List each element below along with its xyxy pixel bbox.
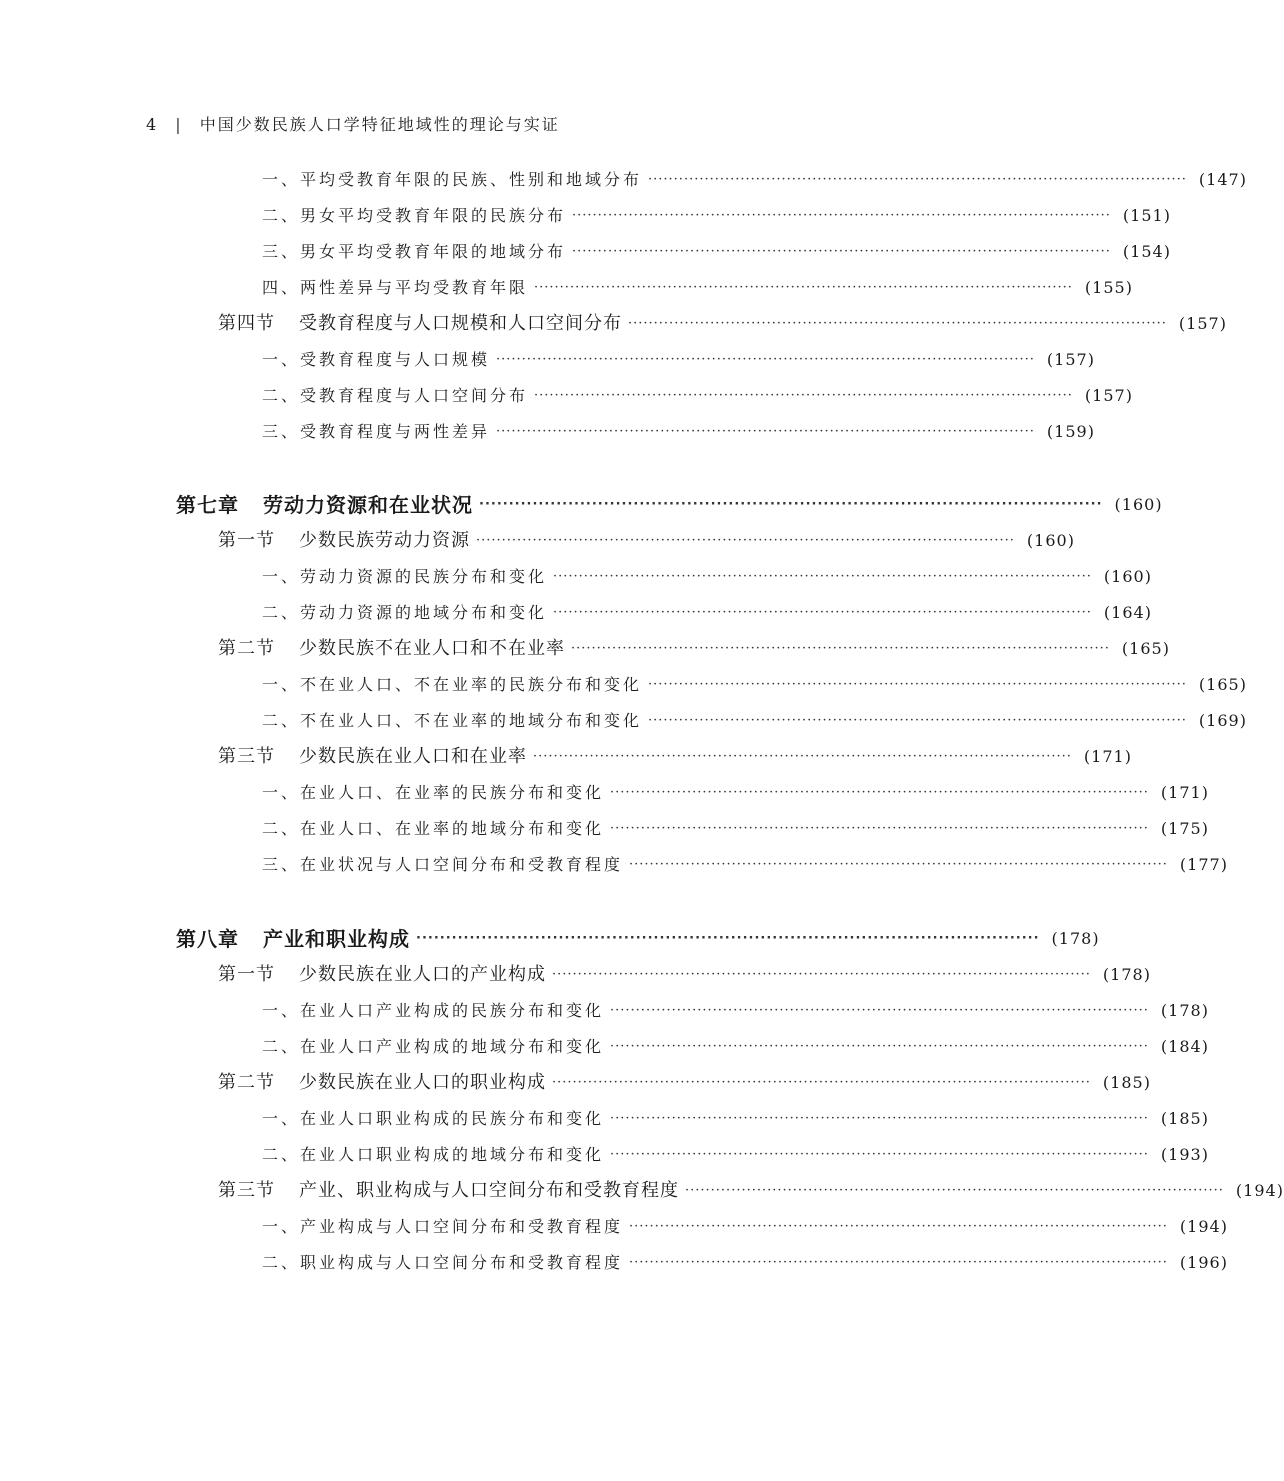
toc-page-number: (193) (1160, 1145, 1209, 1164)
toc-entry-label (262, 1248, 623, 1278)
toc-page-number: (157) (1084, 386, 1133, 405)
book-title: 中国少数民族人口学特征地域性的理论与实证 (199, 115, 560, 134)
dot-leader: ········································································································· (628, 316, 1167, 331)
toc-entry-label (262, 1032, 604, 1062)
toc-entry-number: 第一节 (218, 964, 275, 985)
toc-section (218, 526, 1075, 556)
toc-entry-label (262, 237, 566, 267)
toc-entry-title: 三、男女平均受教育年限的地域分布 (262, 242, 567, 261)
toc-entry-number: 第七章 (176, 493, 239, 517)
dot-leader: ········································································································· (610, 1039, 1149, 1054)
toc-page-number: (178) (1051, 929, 1100, 948)
dot-leader: ········································································································· (534, 280, 1073, 295)
toc-section (218, 1068, 1151, 1098)
toc-chapter (176, 924, 1100, 954)
toc-entry-label (176, 490, 473, 520)
toc-entry-title: 少数民族在业人口的产业构成 (299, 964, 546, 985)
toc-entry-label (262, 1140, 604, 1170)
dot-leader: ········································································································· (610, 1003, 1149, 1018)
toc-chapter (176, 490, 1163, 520)
toc-entry-title: 一、在业人口、在业率的民族分布和变化 (262, 783, 605, 802)
toc-entry-title: 少数民族劳动力资源 (299, 530, 470, 551)
toc-entry-label (262, 165, 642, 195)
toc-page-number: (157) (1178, 314, 1227, 333)
dot-leader: ········································································································· (533, 749, 1072, 764)
dot-leader: ········································································································· (629, 1219, 1168, 1234)
dot-leader: ········································································································· (553, 569, 1092, 584)
toc-entry-title: 二、劳动力资源的地域分布和变化 (262, 603, 548, 622)
dot-leader: ········································································································· (416, 931, 1040, 946)
toc-entry-title: 一、受教育程度与人口规模 (262, 350, 491, 369)
toc-entry-title: 二、受教育程度与人口空间分布 (262, 386, 529, 405)
toc-page-number: (169) (1198, 711, 1247, 730)
toc-page-number: (157) (1046, 350, 1095, 369)
toc-entry-label (262, 345, 490, 375)
toc-entry-title: 一、在业人口职业构成的民族分布和变化 (262, 1109, 605, 1128)
toc-page-number: (160) (1114, 495, 1163, 514)
toc-entry-label (262, 381, 528, 411)
toc-subsection (262, 706, 1247, 736)
toc-entry-number: 第一节 (218, 530, 275, 551)
toc-subsection (262, 417, 1095, 447)
running-header (146, 112, 560, 135)
toc-page-number: (185) (1160, 1109, 1209, 1128)
toc-page-number: (185) (1102, 1073, 1151, 1092)
page-number: 4 (146, 115, 159, 134)
toc-entry-label (262, 706, 642, 736)
dot-leader: ········································································································· (610, 1111, 1149, 1126)
toc-subsection (262, 562, 1152, 592)
toc-subsection (262, 1212, 1228, 1242)
toc-subsection (262, 670, 1247, 700)
toc-entry-title: 一、劳动力资源的民族分布和变化 (262, 567, 548, 586)
toc-entry-title: 一、不在业人口、不在业率的民族分布和变化 (262, 675, 643, 694)
toc-page-number: (178) (1102, 965, 1151, 984)
dot-leader: ········································································································· (648, 677, 1187, 692)
dot-leader: ········································································································· (610, 1147, 1149, 1162)
toc-entry-title: 少数民族在业人口的职业构成 (299, 1072, 546, 1093)
toc-entry-number: 第三节 (218, 746, 275, 767)
toc-subsection (262, 850, 1228, 880)
toc-page-number: (196) (1179, 1253, 1228, 1272)
toc-page-number: (160) (1026, 531, 1075, 550)
toc-subsection (262, 381, 1133, 411)
toc-entry-label (218, 742, 527, 772)
header-separator: | (175, 115, 183, 134)
toc-entry-title: 少数民族不在业人口和不在业率 (299, 638, 565, 659)
toc-section (218, 309, 1227, 339)
toc-entry-label (176, 924, 410, 954)
toc-subsection (262, 598, 1152, 628)
toc-page-number: (178) (1160, 1001, 1209, 1020)
toc-entry-title: 二、在业人口产业构成的地域分布和变化 (262, 1037, 605, 1056)
toc-entry-label (262, 417, 490, 447)
toc-page-number: (164) (1103, 603, 1152, 622)
toc-subsection (262, 165, 1247, 195)
toc-entry-label (262, 562, 547, 592)
toc-page-number: (165) (1121, 639, 1170, 658)
toc-subsection (262, 345, 1095, 375)
toc-page-number: (155) (1084, 278, 1133, 297)
toc-entry-title: 二、男女平均受教育年限的民族分布 (262, 206, 567, 225)
toc-entry-title: 四、两性差异与平均受教育年限 (262, 278, 529, 297)
toc-entry-label (262, 814, 604, 844)
toc-subsection (262, 778, 1209, 808)
toc-page-number: (194) (1235, 1181, 1284, 1200)
toc-entry-label (262, 201, 566, 231)
toc-subsection (262, 1032, 1209, 1062)
toc-entry-title: 产业、职业构成与人口空间分布和受教育程度 (299, 1180, 679, 1201)
toc-page-number: (175) (1160, 819, 1209, 838)
toc-section (218, 742, 1132, 772)
toc-entry-title: 二、职业构成与人口空间分布和受教育程度 (262, 1253, 624, 1272)
toc-page-number: (184) (1160, 1037, 1209, 1056)
toc-entry-title: 一、产业构成与人口空间分布和受教育程度 (262, 1217, 624, 1236)
dot-leader: ········································································································· (648, 172, 1187, 187)
toc-page-number: (159) (1046, 422, 1095, 441)
toc-entry-label (218, 526, 470, 556)
dot-leader: ········································································································· (572, 244, 1111, 259)
dot-leader: ········································································································· (610, 785, 1149, 800)
toc-entry-title: 二、在业人口、在业率的地域分布和变化 (262, 819, 605, 838)
toc-entry-number: 第二节 (218, 1072, 275, 1093)
toc-entry-label (262, 996, 604, 1026)
dot-leader: ········································································································· (553, 605, 1092, 620)
toc-subsection (262, 1248, 1228, 1278)
toc-section (218, 960, 1151, 990)
toc-entry-label (218, 1176, 679, 1206)
toc-entry-title: 三、在业状况与人口空间分布和受教育程度 (262, 855, 624, 874)
toc-subsection (262, 814, 1209, 844)
toc-subsection (262, 1104, 1209, 1134)
toc-entry-number: 第二节 (218, 638, 275, 659)
toc-entry-title: 少数民族在业人口和在业率 (299, 746, 527, 767)
toc-entry-title: 二、不在业人口、不在业率的地域分布和变化 (262, 711, 643, 730)
toc-subsection (262, 237, 1171, 267)
toc-entry-title: 劳动力资源和在业状况 (263, 493, 473, 517)
dot-leader: ········································································································· (476, 533, 1015, 548)
dot-leader: ········································································································· (479, 497, 1103, 512)
toc-entry-title: 一、在业人口产业构成的民族分布和变化 (262, 1001, 605, 1020)
toc-page-number: (165) (1198, 675, 1247, 694)
toc-entry-label (218, 634, 565, 664)
toc-subsection (262, 1140, 1209, 1170)
dot-leader: ········································································································· (496, 424, 1035, 439)
toc-subsection (262, 273, 1133, 303)
dot-leader: ········································································································· (629, 1255, 1168, 1270)
toc-entry-title: 产业和职业构成 (263, 927, 410, 951)
toc-entry-label (262, 1212, 623, 1242)
toc-page-number: (171) (1160, 783, 1209, 802)
dot-leader: ········································································································· (685, 1183, 1224, 1198)
dot-leader: ········································································································· (552, 967, 1091, 982)
toc-entry-title: 一、平均受教育年限的民族、性别和地域分布 (262, 170, 643, 189)
toc-entry-label (218, 309, 622, 339)
toc-subsection (262, 201, 1171, 231)
dot-leader: ········································································································· (572, 208, 1111, 223)
toc-entry-label (262, 598, 547, 628)
toc-page-number: (194) (1179, 1217, 1228, 1236)
dot-leader: ········································································································· (571, 641, 1110, 656)
toc-entry-number: 第八章 (176, 927, 239, 951)
toc-entry-label (262, 778, 604, 808)
toc-entry-label (218, 1068, 546, 1098)
toc-entry-label (262, 273, 528, 303)
toc-page-number: (147) (1198, 170, 1247, 189)
dot-leader: ········································································································· (629, 857, 1168, 872)
toc-section (218, 634, 1170, 664)
toc-page-number: (154) (1122, 242, 1171, 261)
toc-entry-number: 第四节 (218, 313, 275, 334)
toc-entry-label (218, 960, 546, 990)
toc-page-number: (177) (1179, 855, 1228, 874)
dot-leader: ········································································································· (496, 352, 1035, 367)
dot-leader: ········································································································· (552, 1075, 1091, 1090)
toc-page-number: (171) (1083, 747, 1132, 766)
toc-page-number: (151) (1122, 206, 1171, 225)
toc-section (218, 1176, 1284, 1206)
toc-entry-title: 受教育程度与人口规模和人口空间分布 (299, 313, 622, 334)
dot-leader: ········································································································· (648, 713, 1187, 728)
toc-entry-title: 二、在业人口职业构成的地域分布和变化 (262, 1145, 605, 1164)
toc-entry-title: 三、受教育程度与两性差异 (262, 422, 491, 441)
toc-page-number: (160) (1103, 567, 1152, 586)
toc-entry-label (262, 1104, 604, 1134)
dot-leader: ········································································································· (610, 821, 1149, 836)
toc-entry-label (262, 670, 642, 700)
dot-leader: ········································································································· (534, 388, 1073, 403)
toc-entry-number: 第三节 (218, 1180, 275, 1201)
toc-entry-label (262, 850, 623, 880)
toc-subsection (262, 996, 1209, 1026)
